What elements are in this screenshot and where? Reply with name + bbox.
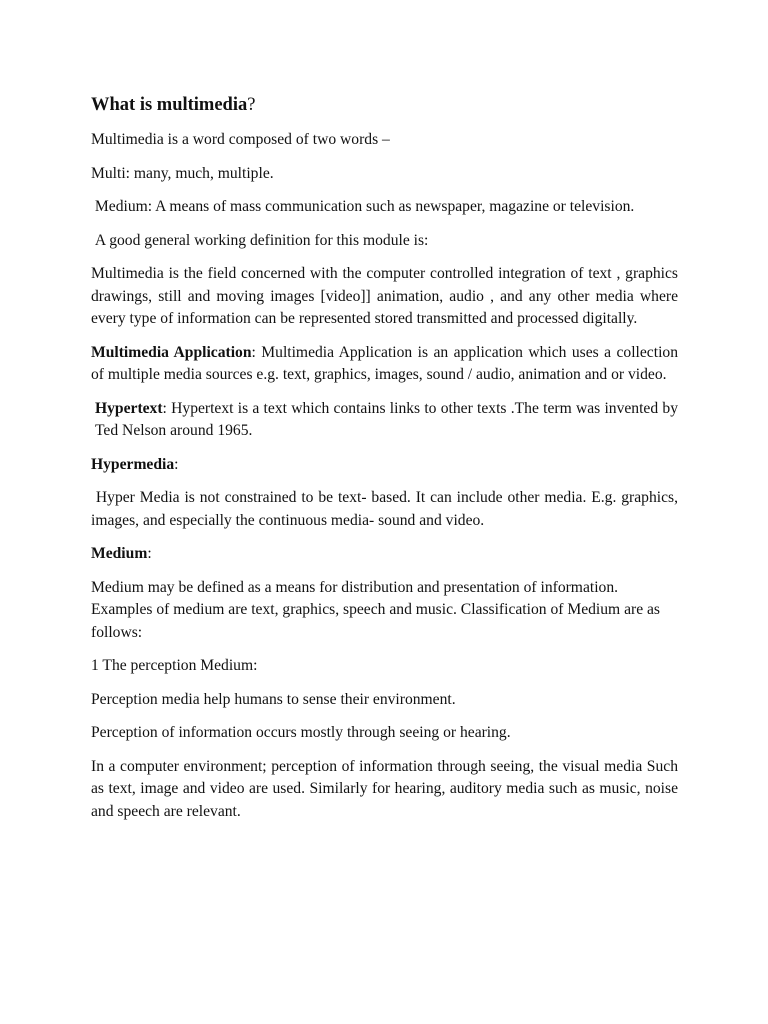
paragraph-medium-definition: Medium: A means of mass communication such as newspaper, magazine or television. <box>91 198 635 215</box>
heading-medium <box>91 543 678 566</box>
paragraph-working-definition-intro: A good general working definition for this module is: <box>91 231 429 249</box>
paragraph-hypermedia-definition: Hyper Media is not constrained to be text- based. It can include other media. E.g. graphics, images, and especially the continuous media- sound and video. <box>91 489 682 529</box>
paragraph-multi-definition: Multi: many, much, multiple. <box>91 164 274 182</box>
heading-hypermedia <box>91 454 678 477</box>
term-medium: Medium <box>91 545 148 562</box>
term-hypertext: Hypertext <box>95 399 163 417</box>
paragraph-multimedia-application <box>91 342 678 387</box>
paragraph-perception-occurs: Perception of information occurs mostly through seeing or hearing. <box>91 724 511 741</box>
document-title <box>91 92 678 118</box>
term-multimedia-application: Multimedia Application <box>91 343 252 361</box>
paragraph-medium-classification: Medium may be defined as a means for distribution and presentation of information. Examples of medium are text, graphics, speech and music. Classification of Medium are as follows: <box>91 578 661 641</box>
document-page <box>91 92 682 834</box>
medium-colon: : <box>147 545 152 562</box>
paragraph-multimedia-definition: Multimedia is the field concerned with the computer controlled integration of text , graphics drawings, still and moving images [video]] animation, audio , and any other media where every type of information can be represented stored transmitted and processed digitally. <box>91 265 678 327</box>
hypermedia-colon: : <box>174 455 179 473</box>
definition-hypertext: : Hypertext is a text which contains links to other texts .The term was invented by Ted Nelson around 1965. <box>95 399 678 439</box>
title-bold-text: What is multimedia <box>91 95 248 115</box>
paragraph-intro: Multimedia is a word composed of two words – <box>91 131 390 148</box>
term-hypermedia: Hypermedia <box>91 455 175 473</box>
definition-multimedia-application: : Multimedia Application is an application which uses a collection of multiple media sources e.g. text, graphics, images, sound / audio, animation and or video. <box>91 343 678 383</box>
paragraph-hypertext <box>91 398 678 443</box>
paragraph-perception-media-help: Perception media help humans to sense their environment. <box>91 690 456 708</box>
paragraph-computer-environment: In a computer environment; perception of information through seeing, the visual media Such as text, image and video are used. Similarly for hearing, auditory media such as music, noise and speech are relevant. <box>91 757 678 820</box>
title-question-mark: ? <box>247 95 256 115</box>
paragraph-perception-medium-heading: 1 The perception Medium: <box>91 657 258 674</box>
